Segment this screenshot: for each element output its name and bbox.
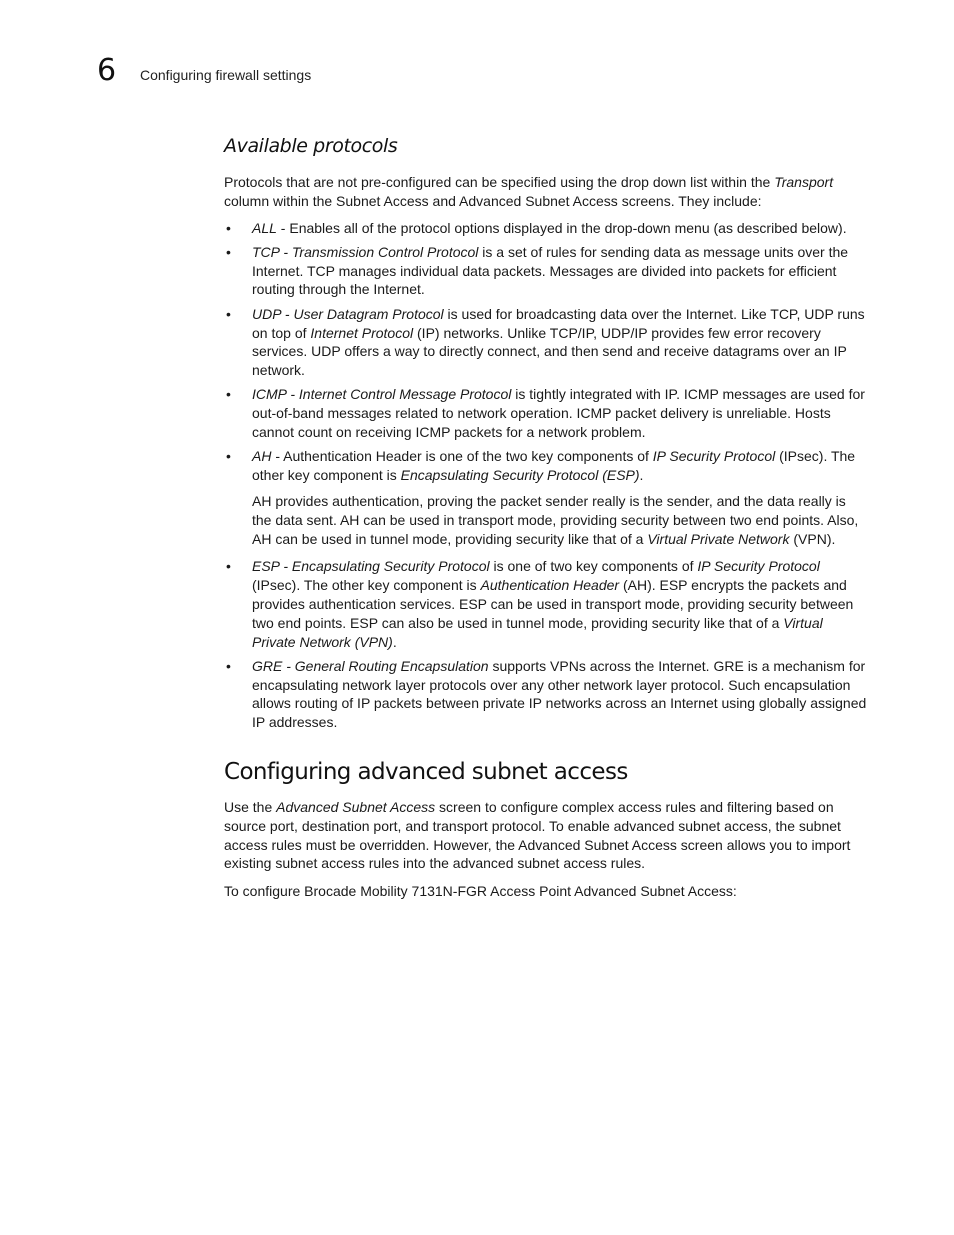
section-heading-advanced-subnet: Configuring advanced subnet access bbox=[224, 759, 628, 786]
protocol-description: - Authentication Header is one of the two key components of bbox=[271, 448, 653, 465]
intro-text-2: column within the Subnet Access and Advanced Subnet Access screens. They include: bbox=[224, 192, 762, 209]
page-content bbox=[224, 133, 868, 901]
protocol-term: ESP - Encapsulating Security Protocol bbox=[252, 558, 490, 575]
list-item-icmp bbox=[224, 385, 868, 441]
protocol-list bbox=[224, 219, 868, 732]
ah-cont-text: AH provides authentication, proving the packet sender really is the sender, and the data really is the data sent. AH can be used in transport mode, providing security between two end points. Also, AH can be used in tunnel mode, providing security like that of a bbox=[252, 492, 859, 547]
protocol-description: - Enables all of the protocol options displayed in the drop-down menu (as described below). bbox=[276, 219, 847, 236]
protocol-description: is a set of rules for sending data as message units over the Internet. TCP manages individual data packets. Messages are divided into packets for efficient routing through the Internet. bbox=[252, 243, 849, 298]
procedure-intro: To configure Brocade Mobility 7131N-FGR Access Point Advanced Subnet Access: bbox=[224, 883, 737, 900]
bullet-icon: • bbox=[226, 305, 231, 322]
protocol-description: (IP) networks. Unlike TCP/IP, UDP/IP provides few error recovery services. UDP offers a way to directly connect, and then send and receive datagrams over an IP network. bbox=[252, 324, 847, 379]
bullet-icon: • bbox=[226, 558, 231, 575]
list-item-gre bbox=[224, 657, 868, 732]
protocol-italic: Internet Protocol bbox=[310, 324, 414, 341]
protocol-term: ALL bbox=[252, 219, 277, 236]
protocol-italic: Encapsulating Security Protocol (ESP) bbox=[400, 467, 640, 484]
available-protocols-heading: Available protocols bbox=[224, 135, 398, 157]
protocol-italic: Virtual Private Network (VPN) bbox=[252, 614, 823, 650]
protocol-term: AH bbox=[252, 448, 272, 465]
protocol-italic: IP Security Protocol bbox=[697, 558, 820, 575]
protocol-description: is used for broadcasting data over the Internet. Like TCP, UDP runs on top of bbox=[252, 305, 865, 341]
bullet-icon: • bbox=[226, 219, 231, 236]
protocol-term: ICMP - Internet Control Message Protocol bbox=[252, 386, 512, 403]
desc-text: screen to configure complex access rules and filtering based on source port, destination port, and transport protocol. To enable advanced subnet access, the subnet access rules must be overridden. However, the Advanced Subnet Access screen allows you to import existing subnet access rules into the advanced subnet access rules. bbox=[224, 799, 851, 872]
bullet-icon: • bbox=[226, 448, 231, 465]
bullet-icon: • bbox=[226, 657, 231, 674]
protocol-italic: IP Security Protocol bbox=[652, 448, 776, 465]
protocol-description: (IPsec). The other key component is bbox=[252, 448, 856, 484]
protocol-description: (IPsec). The other key component is bbox=[252, 577, 481, 594]
protocol-term: GRE - General Routing Encapsulation bbox=[252, 657, 489, 674]
protocol-description: is one of two key components of bbox=[489, 558, 698, 575]
chapter-number: 6 bbox=[97, 53, 117, 88]
desc-italic: Advanced Subnet Access bbox=[276, 799, 436, 816]
chapter-title: Configuring firewall settings bbox=[140, 67, 312, 83]
protocol-italic: Authentication Header bbox=[480, 577, 620, 594]
protocol-term: UDP - User Datagram Protocol bbox=[252, 305, 444, 322]
ah-cont-italic: Virtual Private Network bbox=[647, 530, 790, 547]
protocol-description: . bbox=[639, 467, 644, 484]
ah-cont-text: (VPN). bbox=[789, 530, 836, 547]
list-item-all bbox=[224, 219, 868, 238]
bullet-icon: • bbox=[226, 243, 231, 260]
list-item-tcp bbox=[224, 243, 868, 299]
protocol-description: supports VPNs across the Internet. GRE is a mechanism for encapsulating network layer protocols over any other network layer protocol. Such encapsulation allows routing of IP packets between private IP networks across an Internet using globally assigned IP addresses. bbox=[252, 657, 867, 731]
protocol-description: (AH). ESP encrypts the packets and provides authentication services. ESP can be used in transport mode, providing security between two end points. ESP can also be used in tunnel mode, providing security like that of a bbox=[252, 577, 854, 631]
intro-transport-term: Transport bbox=[774, 174, 834, 190]
desc-text: Use the bbox=[224, 799, 277, 816]
list-item-esp bbox=[224, 557, 868, 651]
protocol-description: is tightly integrated with IP. ICMP messages are used for out-of-band messages related to network operation. ICMP packet delivery is unreliable. Hosts cannot count on receiving ICMP packets for a network problem. bbox=[252, 386, 865, 441]
protocol-term: TCP - Transmission Control Protocol bbox=[252, 243, 479, 260]
protocols-intro bbox=[224, 173, 868, 211]
advanced-subnet-description bbox=[224, 798, 868, 873]
list-item-ah bbox=[224, 447, 868, 548]
list-item-udp bbox=[224, 305, 868, 380]
protocol-description: . bbox=[392, 633, 397, 650]
ah-continuation bbox=[252, 492, 868, 548]
bullet-icon: • bbox=[226, 386, 231, 403]
intro-text-1: Protocols that are not pre-configured can be specified using the drop down list within the bbox=[224, 174, 775, 190]
